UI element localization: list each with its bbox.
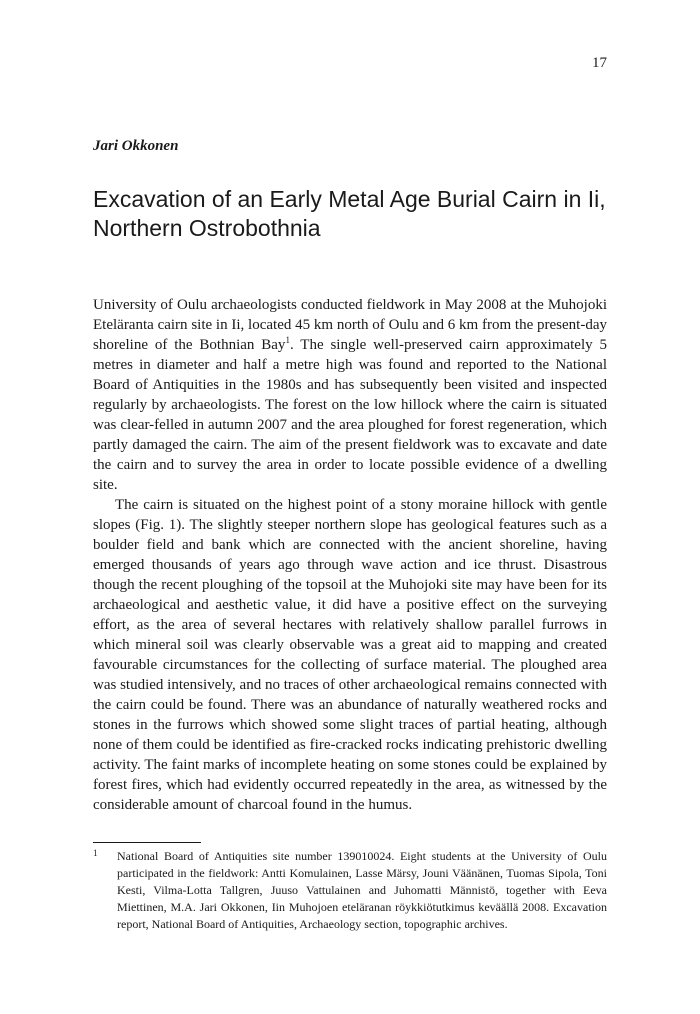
paragraph-1-text-b: . The single well-preserved cairn approximately 5 metres in diameter and half a metre high was found and reported to the National Board of Antiquities in the 1980s and has subsequently been visited and inspected regularly by archaeologists. The forest on the low hillock where the cairn is situated was clear-felled in autumn 2007 and the area ploughed for forest regeneration, which partly damaged the cairn. The aim of the present fieldwork was to excavate and date the cairn and to survey the area in order to locate possible evidence of a dwelling site.	[93, 337, 607, 493]
footnote-1	[93, 848, 607, 933]
footnote-text: National Board of Antiquities site number 139010024. Eight students at the University of Oulu participated in the fieldwork: Antti Komulainen, Lasse Märsy, Jouni Väänänen, Tuomas Sipola, Toni Kesti, Vilma-Lotta Tallgren, Juuso Vattulainen and Juhomatti Männistö, together with Eeva Miettinen, M.A. Jari Okkonen, Iin Muhojoen eteläranan röykkiötutkimus keväällä 2008. Excavation report, National Board of Antiquities, Archaeology section, topographic archives.	[117, 849, 607, 931]
author-name: Jari Okkonen	[93, 138, 179, 154]
footnote-mark: 1	[93, 848, 98, 858]
article-title: Excavation of an Early Metal Age Burial Cairn in Ii, Northern Ostrobothnia	[93, 186, 606, 241]
footnote-divider	[93, 842, 201, 843]
footnote-reference: 1	[285, 335, 290, 345]
paragraph-2: The cairn is situated on the highest point of a stony moraine hillock with gentle slopes (Fig. 1). The slightly steeper northern slope has geological features such as a boulder field and bank which are connected with the ancient shoreline, having emerged thousands of years ago through wave action and ice thrust. Disastrous though the recent ploughing of the topsoil at the Muhojoki site may have been for its archaeological and aesthetic value, it did have a positive effect on the surveying effort, as the area of several hectares with relatively shallow parallel furrows in which mineral soil was clearly observable was a great aid to mapping and created favourable circumstances for the collecting of surface material. The ploughed area was studied intensively, and no traces of other archaeological remains connected with the cairn could be found. There was an abundance of naturally weathered rocks and stones in the furrows which showed some slight traces of partial heating, although none of them could be identified as fire-cracked rocks indicating prehistoric dwelling activity. The faint marks of incomplete heating on some stones could be explained by forest fires, which had evidently occurred repeatedly in the area, as witnessed by the considerable amount of charcoal found in the humus.	[93, 497, 607, 813]
paragraph-1-text-a: University of Oulu archaeologists conducted fieldwork in May 2008 at the Muhojoki Eteläranta cairn site in Ii, located 45 km north of Oulu and 6 km from the present-day shoreline of the Bothnian Bay	[93, 297, 607, 353]
paragraph-1	[93, 295, 607, 495]
article-body	[93, 295, 607, 815]
page-number: 17	[592, 55, 607, 71]
